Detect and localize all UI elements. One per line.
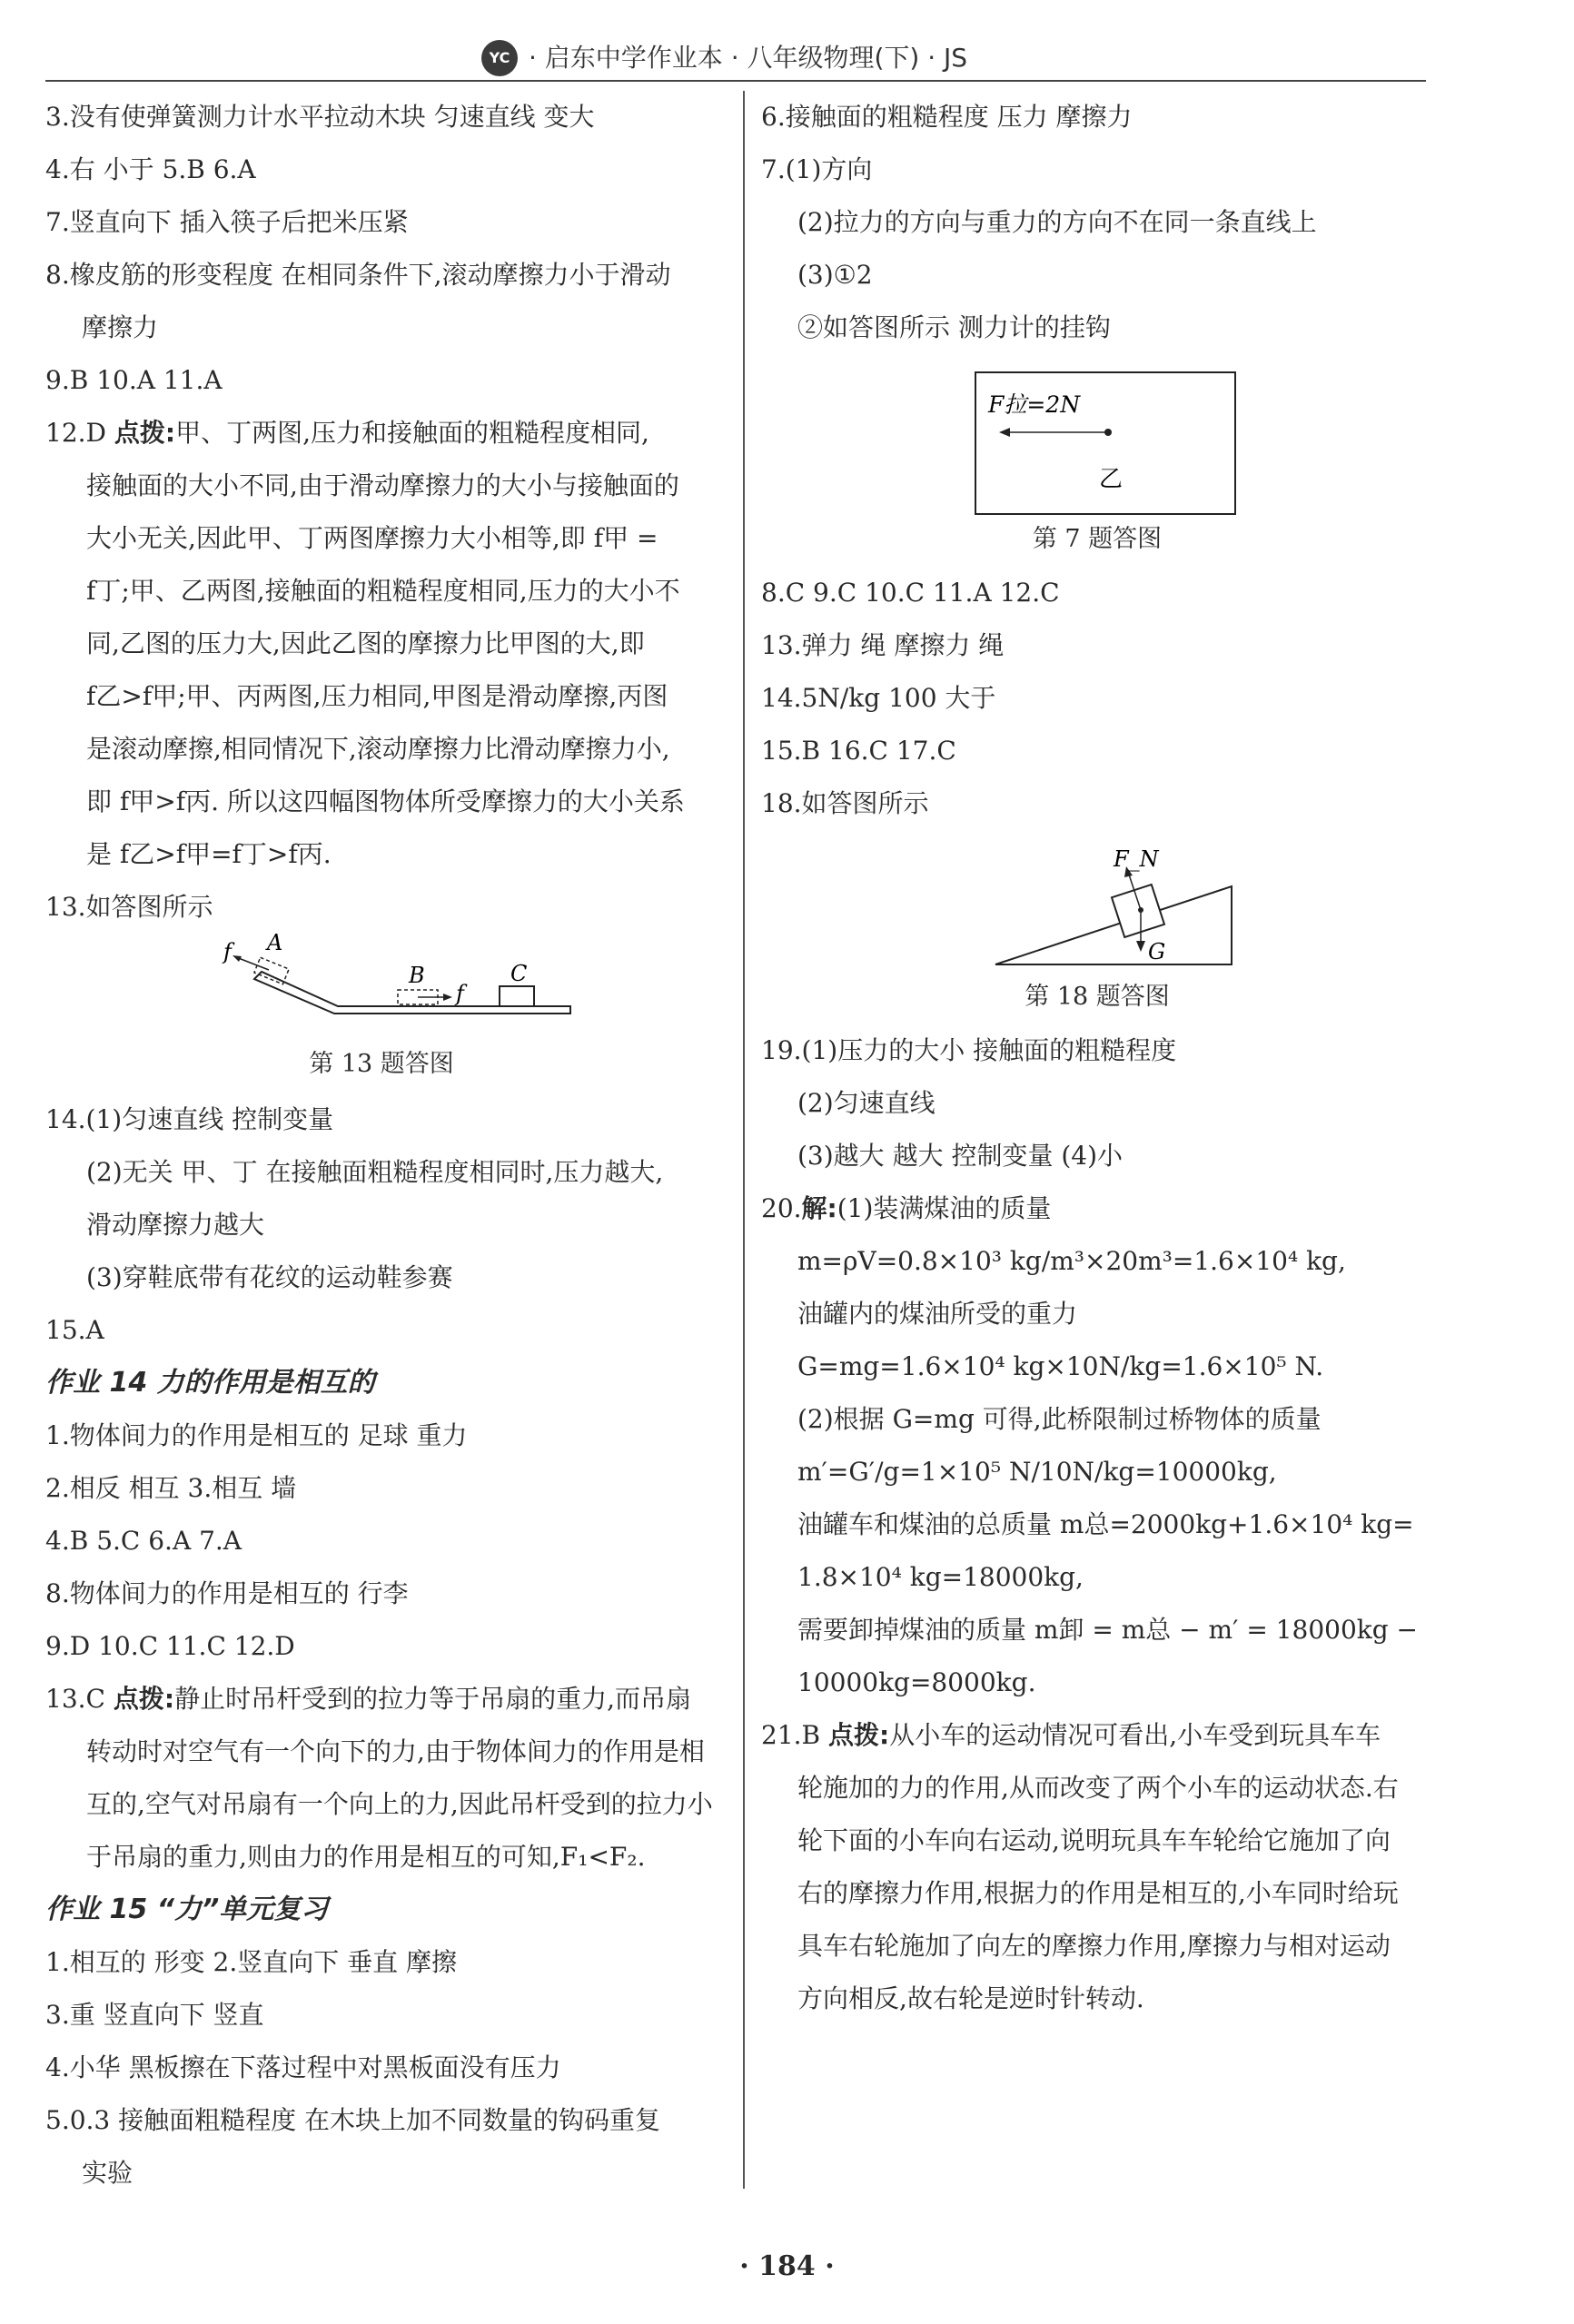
answer-line: 8.C 9.C 10.C 11.A 12.C	[761, 578, 1060, 608]
left-column	[45, 91, 718, 2200]
answer-line: 接触面的大小不同,由于滑动摩擦力的大小与接触面的	[86, 470, 679, 500]
answer-line: 6.接触面的粗糙程度 压力 摩擦力	[761, 102, 1133, 132]
page-number: · 184 ·	[739, 2250, 835, 2282]
label-yi: 乙	[1099, 466, 1124, 493]
answer-line: ②如答图所示 测力计的挂钩	[797, 312, 1111, 342]
answer-line: 1.物体间力的作用是相互的 足球 重力	[45, 1420, 468, 1450]
answer-line: G=mg=1.6×10⁴ kg×10N/kg=1.6×10⁵ N.	[797, 1351, 1324, 1381]
answer-number: 13.C	[45, 1684, 114, 1714]
answer-line: 即 f甲>f丙. 所以这四幅图物体所受摩擦力的大小关系	[86, 786, 685, 816]
answer-line: 9.B 10.A 11.A	[45, 365, 223, 395]
answer-line: m=ρV=0.8×10³ kg/m³×20m³=1.6×10⁴ kg,	[797, 1246, 1346, 1276]
answer-line: 具车右轮施加了向左的摩擦力作用,摩擦力与相对运动	[797, 1931, 1391, 1961]
answer-line: 方向相反,故右轮是逆时针转动.	[797, 1983, 1144, 2013]
answer-line: 1.8×10⁴ kg=18000kg,	[797, 1562, 1084, 1592]
header-title: · 启东中学作业本 · 八年级物理(下) · JS	[529, 43, 968, 73]
answer-line: 7.(1)方向	[761, 154, 873, 184]
hint-label: 点拨:	[828, 1720, 890, 1750]
answer-line: 摩擦力	[82, 312, 159, 342]
answer-line: 14.(1)匀速直线 控制变量	[45, 1104, 334, 1134]
label-pull-force: F拉=2N	[988, 391, 1081, 418]
answer-line: (3)穿鞋底带有花纹的运动鞋参赛	[86, 1262, 453, 1292]
answer-line: 13.弹力 绳 摩擦力 绳	[761, 630, 1005, 660]
answer-line: f丁;甲、乙两图,接触面的粗糙程度相同,压力的大小不	[86, 576, 680, 606]
label-B: B	[409, 963, 425, 988]
answer-line	[761, 1709, 1433, 1762]
label-A: A	[267, 934, 283, 955]
figure-7	[761, 354, 1433, 518]
figure-13-diagram	[45, 934, 718, 1043]
answer-line: (2)无关 甲、丁 在接触面粗糙程度相同时,压力越大,	[86, 1157, 664, 1187]
answer-line: 大小无关,因此甲、丁两图摩擦力大小相等,即 f甲 =	[86, 523, 658, 553]
answer-line: 实验	[82, 2158, 134, 2188]
answer-line: 右的摩擦力作用,根据力的作用是相互的,小车同时给玩	[797, 1878, 1399, 1908]
answer-number: 21.B	[761, 1720, 829, 1750]
figure-18	[761, 830, 1433, 975]
answer-line: 15.A	[45, 1315, 104, 1345]
column-divider	[743, 91, 745, 2189]
label-C: C	[510, 961, 528, 986]
hint-label: 点拨:	[114, 418, 176, 448]
header-rule	[45, 80, 1426, 82]
answer-line: (2)拉力的方向与重力的方向不在同一条直线上	[797, 207, 1317, 237]
figure-18-diagram	[761, 830, 1433, 975]
answer-line: 15.B 16.C 17.C	[761, 736, 956, 766]
figure-13	[45, 934, 718, 1043]
answer-line: 9.D 10.C 11.C 12.D	[45, 1631, 295, 1661]
answer-line: 2.相反 相互 3.相互 墙	[45, 1473, 297, 1503]
answer-line: (2)根据 G=mg 可得,此桥限制过桥物体的质量	[797, 1404, 1322, 1434]
answer-line: 油罐车和煤油的总质量 m总=2000kg+1.6×10⁴ kg=	[797, 1509, 1414, 1539]
answer-line: 是滚动摩擦,相同情况下,滚动摩擦力比滑动摩擦力小,	[86, 734, 670, 764]
answer-line	[761, 1182, 1433, 1235]
answer-line: 1.相互的 形变 2.竖直向下 垂直 摩擦	[45, 1947, 458, 1977]
answer-line: 8.物体间力的作用是相互的 行李	[45, 1578, 409, 1608]
answer-line: 10000kg=8000kg.	[797, 1667, 1036, 1697]
label-f-B: f	[456, 981, 464, 1006]
figure-18-caption: 第 18 题答图	[1025, 983, 1170, 1011]
answer-line: f乙>f甲;甲、丙两图,压力相同,甲图是滑动摩擦,丙图	[86, 681, 668, 711]
answer-line: 4.B 5.C 6.A 7.A	[45, 1526, 243, 1556]
section-title-14: 作业 14 力的作用是相互的	[45, 1367, 375, 1399]
section-title-15: 作业 15 “力”单元复习	[45, 1894, 329, 1925]
answer-line: m′=G′/g=1×10⁵ N/10N/kg=10000kg,	[797, 1457, 1277, 1487]
answer-line	[45, 1673, 718, 1726]
answer-line: 3.重 竖直向下 竖直	[45, 2000, 264, 2030]
answer-line: (2)匀速直线	[797, 1088, 935, 1118]
answer-line: 13.如答图所示	[45, 892, 213, 922]
answer-line: 滑动摩擦力越大	[86, 1210, 265, 1240]
hint-label: 点拨:	[113, 1684, 175, 1714]
answer-line	[45, 407, 718, 460]
page-header	[0, 0, 1574, 82]
answer-line: 同,乙图的压力大,因此乙图的摩擦力比甲图的大,即	[86, 628, 645, 658]
answer-line: (3)①2	[797, 260, 873, 290]
answer-line: 14.5N/kg 100 大于	[761, 683, 996, 713]
hint-text: 静止时吊杆受到的拉力等于吊扇的重力,而吊扇	[174, 1684, 691, 1714]
label-gravity: G	[1148, 939, 1166, 964]
answer-line: 转动时对空气有一个向下的力,由于物体间力的作用是相	[86, 1736, 705, 1766]
answer-line: 4.小华 黑板擦在下落过程中对黑板面没有压力	[45, 2052, 561, 2082]
figure-7-diagram	[761, 354, 1433, 518]
answer-line: 18.如答图所示	[761, 788, 929, 818]
figure-13-caption: 第 13 题答图	[309, 1050, 454, 1078]
answer-line: 油罐内的煤油所受的重力	[797, 1299, 1078, 1329]
hint-text: 甲、丁两图,压力和接触面的粗糙程度相同,	[175, 418, 649, 448]
label-normal-force: F_N	[1114, 846, 1159, 872]
answer-line: 4.右 小于 5.B 6.A	[45, 154, 256, 184]
answer-number: 12.D	[45, 418, 114, 448]
solution-text: (1)装满煤油的质量	[836, 1193, 1052, 1223]
label-f-A: f	[223, 939, 232, 964]
answer-line: 3.没有使弹簧测力计水平拉动木块 匀速直线 变大	[45, 102, 595, 132]
answer-line: 19.(1)压力的大小 接触面的粗糙程度	[761, 1035, 1177, 1065]
answer-line: 轮下面的小车向右运动,说明玩具车车轮给它施加了向	[797, 1825, 1391, 1855]
right-column	[761, 91, 1433, 2025]
answer-number: 20.	[761, 1193, 802, 1223]
answer-line: 8.橡皮筋的形变程度 在相同条件下,滚动摩擦力小于滑动	[45, 260, 671, 290]
answer-line: 5.0.3 接触面粗糙程度 在木块上加不同数量的钩码重复	[45, 2105, 661, 2135]
answer-line: (3)越大 越大 控制变量 (4)小	[797, 1141, 1124, 1171]
hint-text: 从小车的运动情况可看出,小车受到玩具车车	[889, 1720, 1381, 1750]
answer-line: 于吊扇的重力,则由力的作用是相互的可知,F₁<F₂.	[86, 1842, 646, 1872]
answer-line: 轮施加的力的作用,从而改变了两个小车的运动状态.右	[797, 1773, 1399, 1803]
publisher-logo: YC	[481, 40, 518, 76]
answer-line: 是 f乙>f甲=f丁>f丙.	[86, 839, 332, 869]
answer-line: 需要卸掉煤油的质量 m卸 = m总 − m′ = 18000kg −	[797, 1615, 1419, 1645]
answer-line: 7.竖直向下 插入筷子后把米压紧	[45, 207, 409, 237]
figure-7-caption: 第 7 题答图	[1032, 525, 1163, 553]
solution-label: 解:	[801, 1193, 837, 1223]
answer-line: 互的,空气对吊扇有一个向上的力,因此吊杆受到的拉力小	[86, 1789, 713, 1819]
